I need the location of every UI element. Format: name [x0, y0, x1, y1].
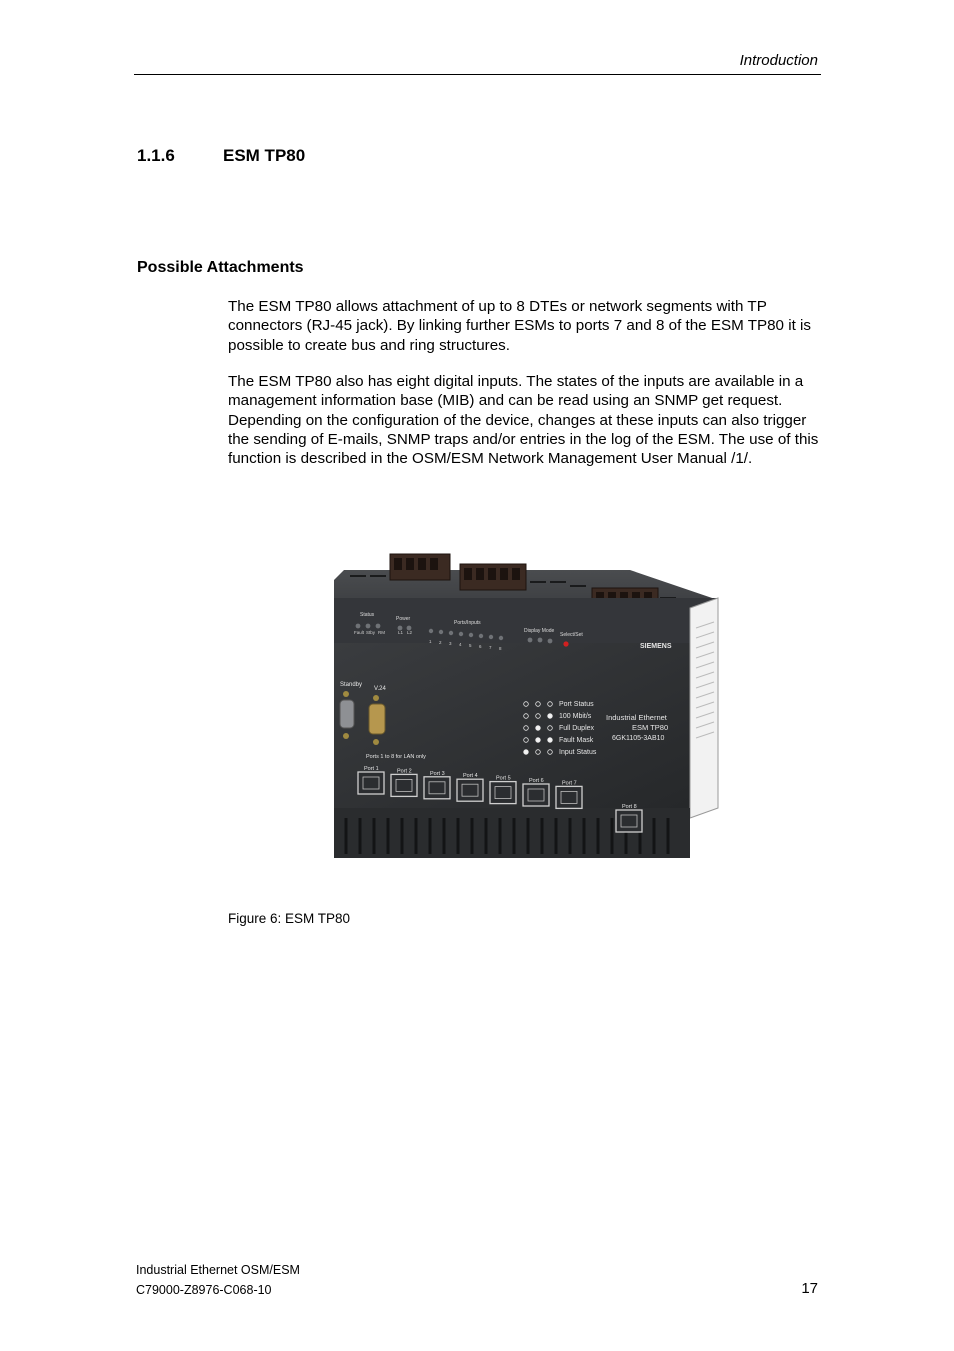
v24-label: V.24: [374, 686, 386, 692]
ports-inputs-label: Ports/Inputs: [454, 620, 481, 626]
rj45-port: [556, 786, 582, 808]
port-label: Port 2: [397, 768, 412, 775]
port-label: Port 1: [364, 766, 379, 772]
figure-esm-tp80: [330, 548, 720, 864]
figure-caption: Figure 6: ESM TP80: [228, 911, 351, 926]
input-number: 8: [499, 646, 502, 651]
paragraph-digital-inputs: The ESM TP80 also has eight digital inputs. The states of the inputs are available in a management information base (MIB) and can be read using an SNMP get request. Depending on the configuration of the device, changes at these inputs can also trigger the sending of E-mails, SNMP traps and/or entries in the log of the ESM. The use of this function is described in the OSM/ESM Network Management User Manual /1/.: [228, 373, 819, 468]
rj45-port: [616, 810, 642, 832]
input-number: 1: [429, 639, 432, 644]
header-rule: [134, 74, 821, 75]
display-mode-led: [536, 726, 541, 731]
rj45-port: [523, 784, 549, 806]
select-set-label: Select/Set: [560, 632, 583, 638]
input-number: 4: [459, 642, 462, 647]
display-mode-led: [536, 738, 541, 743]
section-title: ESM TP80: [223, 146, 306, 165]
port-label: Port 6: [529, 778, 544, 784]
model-label: ESM TP80: [632, 723, 669, 732]
select-set-led: [563, 641, 568, 646]
display-mode-led: [548, 714, 553, 719]
footer-title: Industrial Ethernet OSM/ESM: [136, 1263, 300, 1277]
product-line-label: Industrial Ethernet: [606, 713, 667, 722]
input-number: 6: [479, 644, 482, 649]
display-mode-label: Port Status: [559, 701, 594, 708]
rm-label: RM: [378, 630, 385, 635]
display-mode-led: [548, 738, 553, 743]
port-label: Port 3: [430, 770, 445, 777]
l1-label: L1: [398, 630, 404, 635]
display-mode-label: Display Mode: [524, 628, 555, 634]
fault-label: Fault: [354, 630, 365, 635]
siemens-logo: SIEMENS: [640, 643, 672, 650]
input-number: 7: [489, 645, 492, 650]
port-label: Port 7: [562, 780, 577, 787]
footer-document-number: C79000-Z8976-C068-10: [136, 1283, 272, 1297]
rj45-port: [391, 774, 417, 796]
display-mode-label: Full Duplex: [559, 725, 595, 732]
page-number: 17: [801, 1280, 818, 1297]
rj45-port: [457, 779, 483, 801]
display-mode-label: 100 Mbit/s: [559, 713, 592, 720]
input-number: 2: [439, 640, 442, 645]
port-label: Port 4: [463, 773, 478, 780]
section-number: 1.1.6: [137, 146, 175, 165]
display-mode-label: Input Status: [559, 749, 597, 756]
display-mode-label: Fault Mask: [559, 737, 594, 744]
side-label-panel: [690, 598, 718, 818]
status-label: Status: [360, 612, 375, 618]
port-label: Port 8: [622, 804, 637, 810]
standby-connector: [340, 700, 354, 728]
l2-label: L2: [407, 630, 413, 635]
standby-label: Standby: [340, 682, 363, 688]
input-number: 3: [449, 641, 452, 646]
display-mode-led: [524, 750, 529, 755]
terminal-block-left: [390, 554, 450, 580]
device-illustration: [330, 548, 720, 864]
rj45-port: [358, 772, 384, 794]
terminal-block-middle: [460, 564, 526, 590]
rj45-port: [424, 777, 450, 799]
v24-connector: [369, 704, 385, 734]
power-label: Power: [396, 616, 411, 622]
subsection-heading: Possible Attachments: [137, 259, 304, 276]
port-label: Port 5: [496, 775, 511, 782]
order-number-label: 6GK1105-3AB10: [612, 735, 665, 742]
indicator-strip: [334, 598, 718, 644]
input-number: 5: [469, 643, 472, 648]
stby-label: Stby: [366, 630, 376, 635]
paragraph-attachments: The ESM TP80 allows attachment of up to 8 DTEs or network segments with TP connectors (RJ-45 jack). By linking further ESMs to ports 7 and 8 of the ESM TP80 it is possible to create bus and ring structures.: [228, 298, 811, 354]
lan-note: Ports 1 to 8 for LAN only: [366, 754, 426, 760]
running-header: Introduction: [739, 52, 818, 69]
rj45-port: [490, 782, 516, 804]
